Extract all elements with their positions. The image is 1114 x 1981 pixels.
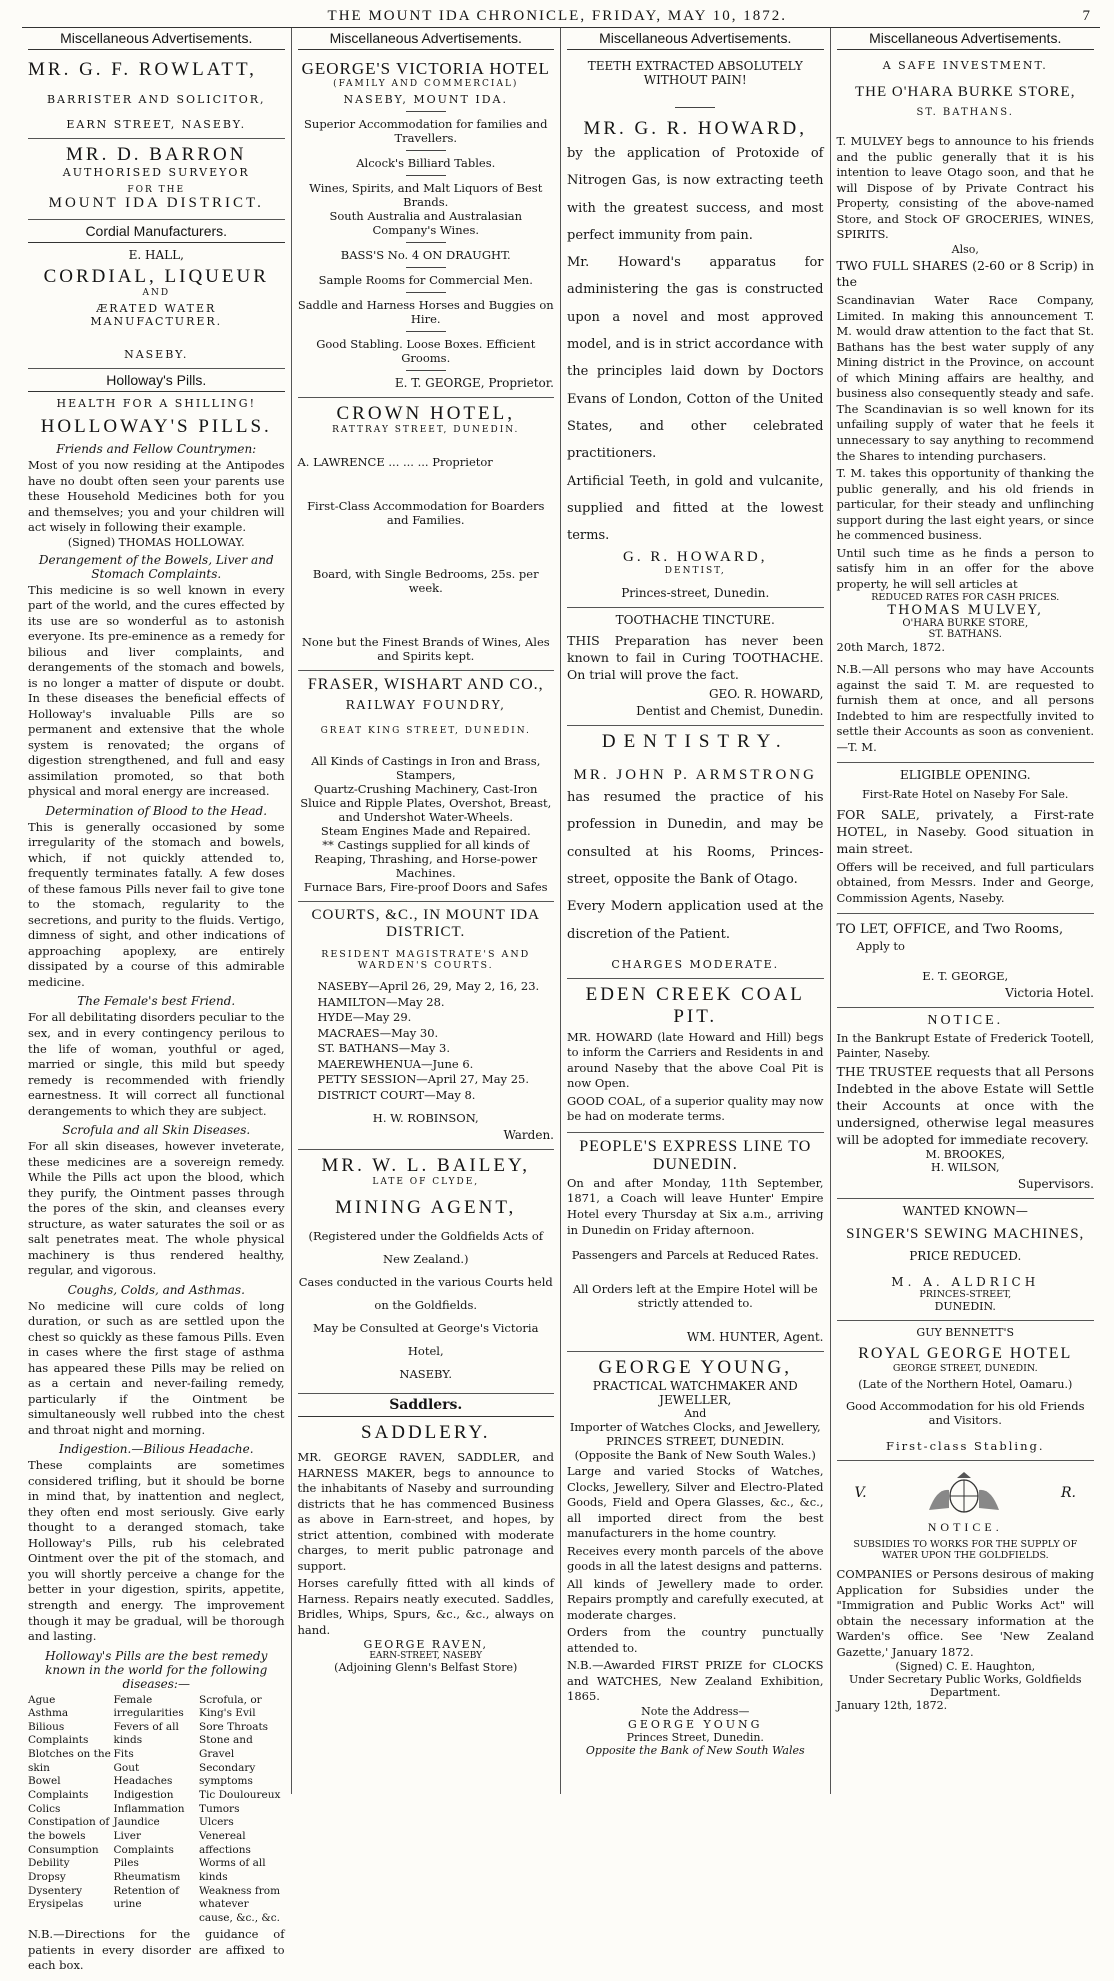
ad-subtitle: PRICE REDUCED. [909, 1249, 1022, 1264]
section-header: Cordial Manufacturers. [28, 220, 285, 243]
ad-bailey [298, 1150, 555, 1394]
ad-eligible [837, 763, 1095, 914]
ad-singer [837, 1199, 1095, 1321]
ad-line: Superior Accommodation for families and Travellers. [304, 117, 548, 145]
ad-george-hotel [298, 54, 555, 398]
ad-line: South Australia and Australasian Company's Wines. [329, 209, 523, 237]
ad-address: DUNEDIN. [934, 1300, 996, 1314]
ad-footer: CHARGES MODERATE. [611, 957, 780, 971]
ad-young [567, 1352, 824, 1764]
ad-signature: Supervisors. [1017, 1177, 1094, 1192]
ad-signature-title: Warden. [503, 1128, 554, 1143]
ad-line: BASS'S No. 4 ON DRAUGHT. [340, 248, 511, 262]
ad-header: WANTED KNOWN— [902, 1204, 1028, 1219]
ad-heading: Derangement of the Bowels, Liver and Stomach Complaints. [38, 552, 274, 581]
ad-signature: GEO. R. HOWARD, [708, 687, 824, 702]
ad-heading: MINING AGENT, [335, 1197, 517, 1219]
ad-title: FRASER, WISHART AND CO., [307, 676, 544, 693]
ad-name: E. HALL, [128, 248, 184, 262]
ad-list-intro: Holloway's Pills are the best remedy known in the world for the following diseases:— [45, 1648, 268, 1691]
ad-text: FOR SALE, privately, a First-rate HOTEL, in Naseby. Good situation in main street. [836, 807, 1094, 856]
ad-line: (Opposite the Bank of New South Wales.) [574, 1448, 816, 1463]
divider [406, 370, 446, 371]
ad-address: GREAT KING STREET, DUNEDIN. [320, 726, 531, 736]
ad-text: T. MULVEY begs to announce to his friends and the public generally that it is his intention to leave Otago soon, and that he will Dispose of by Private Contract his Property, consisting of the above-named Store, and Stock OF GROCERIES, WINES, SPIRITS. [836, 134, 1094, 242]
ad-title: ROYAL GEORGE HOTEL [858, 1345, 1073, 1363]
masthead [22, 6, 1100, 28]
ad-text: TO LET, OFFICE, and Two Rooms, [836, 922, 1064, 938]
ad-line: Wines, Spirits, and Malt Liquors of Best Brands. [309, 181, 543, 209]
ad-title: COURTS, &C., IN MOUNT IDA DISTRICT. [311, 907, 540, 940]
ad-signature: M. A. ALDRICH [891, 1275, 1040, 1290]
ad-heading: Determination of Blood to the Head. [45, 803, 268, 818]
ad-subtitle: RESIDENT MAGISTRATE'S AND WARDEN'S COURTS. [321, 949, 531, 971]
ad-subtitle: PRACTICAL WATCHMAKER AND JEWELLER, [592, 1379, 798, 1408]
ad-and: AND [142, 288, 171, 298]
ad-address: (Adjoining Glenn's Belfast Store) [334, 1661, 518, 1675]
ad-heading: Indigestion.—Bilious Headache. [58, 1442, 254, 1457]
ad-royal-george [837, 1321, 1095, 1461]
ad-teeth [567, 54, 824, 608]
ad-line: Saddle and Harness Horses and Buggies on Hire. [297, 298, 554, 326]
ad-signature: GEORGE YOUNG [628, 1717, 763, 1731]
ad-title: CORDIAL, LIQUEUR [43, 266, 269, 287]
disease-list-column: Female irregularities Fevers of all kinds Fits Gout Headaches Indigestion Inflammation Jaundice Liver Complaints Piles Rheumatism Retention of urine [113, 1693, 185, 1911]
ad-title: ELIGIBLE OPENING. [899, 768, 1031, 783]
ad-signature: THOMAS MULVEY, [887, 603, 1044, 619]
ad-signature: M. BROOKES, [925, 1148, 1006, 1162]
divider [406, 150, 446, 151]
ad-line: Board, with Single Bedrooms, 25s. per week. [312, 567, 539, 595]
column-header: Miscellaneous Advertisements. [567, 28, 824, 50]
ad-subtitle: (Late of the Northern Hotel, Oamaru.) [858, 1378, 1073, 1392]
ad-signature: Victoria Hotel. [1005, 985, 1094, 1000]
section-header: Saddlers. [298, 1394, 555, 1417]
ad-line: Passengers and Parcels at Reduced Rates. [571, 1248, 819, 1263]
ad-text: Horses carefully fitted with all kinds of Harness. Repairs neatly executed. Saddles, Bridles, Whips, Spurs, &c., &c., always on hand. [297, 1576, 554, 1637]
column-1 [22, 28, 292, 1973]
ad-role: Dentist and Chemist, Dunedin. [636, 704, 824, 719]
ad-line: Quartz-Crushing Machinery, Cast-Iron Sluice and Ripple Plates, Overshot, Breast, and Undershot Water-Wheels. [300, 782, 552, 824]
disease-list [28, 1694, 285, 1926]
ad-subtitle: ST. BATHANS. [916, 107, 1014, 118]
ad-safe-investment [837, 54, 1095, 763]
ad-line: All Orders left at the Empire Hotel will be strictly attended to. [572, 1282, 818, 1311]
ad-rowlatt [28, 54, 285, 139]
ad-signature: WM. HUNTER, Agent. [686, 1330, 824, 1345]
ad-subtitle: LATE OF CLYDE, [372, 1177, 480, 1188]
ad-tagline: HEALTH FOR A SHILLING! [56, 397, 257, 410]
ad-title: PEOPLE'S EXPRESS LINE TO DUNEDIN. [579, 1137, 812, 1173]
ad-for: FOR THE [127, 185, 186, 195]
ad-text: by the application of Protoxide of Nitrogen Gas, is now extracting teeth with the greatest success, and most perfect immunity from pain. [567, 146, 824, 243]
ad-text: This medicine is so well known in every part of the world, and the cures effected by its use are so wonderful as to astonish everyone. Its pre-eminence as a remedy for bilious and liver complaints, and derangements of the stomach and bowels, is no longer a matter of dispute or doubt. In these diseases the beneficial effects of Holloway's invaluable Pills are so permanent and extensive that the whole system is renovated; the organs of digestion strengthened, and full and easy assimilation promoted, so that both physical and moral energy are increased. [28, 582, 285, 799]
ad-saddlery [298, 1417, 555, 1681]
divider [406, 111, 446, 112]
ad-signature: Under Secretary Public Works, Goldfields Department. [848, 1673, 1082, 1700]
column-header: Miscellaneous Advertisements. [298, 28, 555, 50]
ad-line: None but the Finest Brands of Wines, Ales and Spirits kept. [301, 635, 550, 663]
ad-title: TOOTHACHE TINCTURE. [615, 613, 775, 628]
ad-text: All kinds of Jewellery made to order. Repairs promptly and carefully executed, at moderate charges. [567, 1576, 824, 1622]
ad-title: TEETH EXTRACTED ABSOLUTELY WITHOUT PAIN! [587, 59, 803, 87]
ad-date: 20th March, 1872. [836, 640, 946, 655]
column-header: Miscellaneous Advertisements. [28, 28, 285, 50]
section-header: Holloway's Pills. [28, 369, 285, 392]
ad-footer: N.B.—Directions for the guidance of patients in every disorder are affixed to each box. [28, 1927, 285, 1973]
column-4 [831, 28, 1101, 1794]
ad-line: Good Stabling. Loose Boxes. Efficient Grooms. [316, 337, 536, 365]
ad-subtitle: RAILWAY FOUNDRY, [345, 698, 506, 712]
ad-place: NASEBY, MOUNT IDA. [343, 93, 508, 106]
ad-title: MR. D. BARRON [66, 144, 247, 165]
ad-text: Orders from the country punctually attended to. [567, 1625, 824, 1655]
ad-text: These complaints are sometimes considered trifling, but it should be borne in mind that, by inattention and neglect, they often end most seriously. Give early thought to a deranged stomach, take Holloway's Pills, rub his celebrated Ointment over the pit of the stomach, and you will shortly perceive a change for the better in your digestion, spirits, appetite, strength and energy. The improvement though it may be gradual, will be thorough and lasting. [28, 1458, 285, 1644]
ad-text: Every Modern application used at the discretion of the Patient. [567, 899, 824, 942]
ad-holloway [28, 392, 285, 1981]
ad-heading: Coughs, Colds, and Asthmas. [67, 1282, 245, 1297]
ad-signature: ST. BATHANS. [928, 629, 1002, 641]
ad-line: Steam Engines Made and Repaired. [320, 824, 531, 838]
ad-signature: (Signed) THOMAS HOLLOWAY. [67, 535, 245, 549]
ad-place: NASEBY. [124, 348, 189, 361]
ad-line: Good Accommodation for his old Friends and Visitors. [845, 1399, 1085, 1428]
ad-line: May be Consulted at George's Victoria Hotel, [313, 1321, 539, 1359]
ad-eden [567, 979, 824, 1133]
ad-dentistry [567, 726, 824, 979]
ad-line: Apply to [856, 938, 905, 953]
page-number: 7 [1082, 8, 1090, 24]
ad-barron [28, 139, 285, 220]
ad-line: Importer of Watches Clocks, and Jewellery, PRINCES STREET, DUNEDIN. [569, 1420, 821, 1449]
ad-text: Offers will be received, and full particulars obtained, from Messrs. Inder and George, Commission Agents, Naseby. [836, 859, 1094, 905]
ad-courts [298, 902, 555, 1150]
ad-heading: Scrofula and all Skin Diseases. [62, 1123, 251, 1138]
ad-address: Princes Street, Dunedin. [626, 1730, 764, 1744]
ad-fraser [298, 671, 555, 902]
ad-hall [28, 243, 285, 369]
ad-heading: The Female's best Friend. [77, 994, 236, 1009]
court-dates: NASEBY—April 26, 29, May 2, 16, 23. HAMILTON—May 28. HYDE—May 29. MACRAES—May 30. ST. BATHANS—May 3. MAEREWHENUA—June 6. PETTY SESSION—April 27, May 25. DISTRICT COURT—May 8. [317, 979, 540, 1102]
ad-text: N.B.—Awarded FIRST PRIZE for CLOCKS and WATCHES, New Zealand Exhibition, 1865. [567, 1658, 824, 1704]
ad-text: THE TRUSTEE requests that all Persons Indebted in the above Estate will Settle their Accounts at once with the undersigned, otherwise legal measures will be adopted for immediate recovery. [836, 1064, 1094, 1147]
ad-role: DENTIST, [664, 566, 726, 577]
disease-list-column: Scrofula, or King's Evil Sore Throats Stone and Gravel Secondary symptoms Tic Douloureux Tumors Ulcers Venereal affections Worms of all kinds Weakness from whatever cause, &c., &c. [199, 1693, 281, 1924]
ad-title: GEORGE YOUNG, [598, 1357, 792, 1379]
ad-title: MR. W. L. BAILEY, [321, 1155, 530, 1177]
ad-signature: H. WILSON, [930, 1161, 1000, 1175]
divider [406, 292, 446, 293]
ad-line: Sample Rooms for Commercial Men. [318, 273, 533, 287]
ad-signature: O'HARA BURKE STORE, [902, 618, 1029, 630]
ad-title: DENTISTRY. [601, 731, 789, 753]
ad-proprietor: A. LAWRENCE ... ... ... Proprietor [297, 455, 493, 469]
ad-text: has resumed the practice of his profession in Dunedin, and may be consulted at his Rooms, Princes-street, opposite the Bank of Otago. [567, 790, 824, 887]
ad-heading: MR. JOHN P. ARMSTRONG [573, 767, 817, 784]
ad-title: NOTICE. [927, 1520, 1003, 1535]
ad-to-let [837, 914, 1095, 1008]
ad-greeting: Friends and Fellow Countrymen: [56, 442, 257, 456]
masthead-title: THE MOUNT IDA CHRONICLE, FRIDAY, MAY 10, 1872. [327, 8, 787, 24]
ad-express [567, 1133, 824, 1352]
divider [406, 242, 446, 243]
ad-subtitle: AUTHORISED SURVEYOR [62, 166, 250, 179]
divider [406, 175, 446, 176]
ad-tincture [567, 608, 824, 726]
ad-line: Furnace Bars, Fire-proof Doors and Safes [303, 880, 548, 894]
column-2 [292, 28, 562, 1794]
ad-text: Until such time as he finds a person to satisfy him in an offer for the above property, he will sell articles at [836, 545, 1094, 591]
ad-text: MR. HOWARD (late Howard and Hill) begs to inform the Carriers and Residents in and around Naseby that the above Coal Pit is now Open. [567, 1029, 824, 1091]
ad-text: Artificial Teeth, in gold and vulcanite, supplied and fitted at the lowest terms. [567, 473, 824, 544]
ad-text: For all skin diseases, however inveterate, these medicines are a sovereign remedy. While the Pills act upon the blood, which they purify, the Ointment passes through the pores of the skin, and cleanses every structure, as water saturates the soil or as salt penetrates meat. The whole physical machinery is thus rendered healthy, regular, and vigorous. [28, 1139, 285, 1278]
ad-signature: E. T. GEORGE, Proprietor. [394, 376, 554, 390]
ad-line: All Kinds of Castings in Iron and Brass, Stampers, [311, 754, 541, 782]
crest-row [837, 1466, 1095, 1520]
ad-signature: E. T. GEORGE, [922, 968, 1009, 983]
ad-line: First-class Stabling. [886, 1439, 1045, 1454]
ad-address: PRINCES-STREET, [919, 1289, 1012, 1301]
ad-text: Receives every month parcels of the above goods in all the latest designs and patterns. [567, 1543, 824, 1574]
ad-text: For all debilitating disorders peculiar to the sex, and in every contingency perilous to the life of woman, youthful or aged, married or single, this mild but speedy remedy is recommended with friendly earnestness. It will correct all functional derangements to which they are subject. [28, 1010, 285, 1118]
ad-text: T. M. takes this opportunity of thanking the public generally, and his old friends in particular, for their steady and unflinching support during the last eight years, or since he commenced business. [836, 466, 1094, 543]
disease-list-column: Ague Asthma Bilious Complaints Blotches on the skin Bowel Complaints Colics Constipation of the bowels Consumption Debility Dropsy Dysentery Erysipelas [28, 1693, 111, 1911]
ad-district: MOUNT IDA DISTRICT. [48, 195, 264, 211]
ad-line: ** Castings supplied for all kinds of Reaping, Thrashing, and Horse-power Machines. [314, 838, 538, 880]
ad-text: MR. GEORGE RAVEN, SADDLER, and HARNESS MAKER, begs to announce to the inhabitants of Naseby and surrounding districts that he has commenced Business as above in Earn-street, and hopes, by strict attention, combined with moderate charges, to merit public patronage and support. [297, 1450, 554, 1573]
ad-title: GEORGE'S VICTORIA HOTEL [301, 59, 550, 78]
ad-subtitle: BARRISTER AND SOLICITOR, [46, 93, 266, 106]
ad-line: REDUCED RATES FOR CASH PRICES. [871, 592, 1060, 604]
column-header: Miscellaneous Advertisements. [837, 28, 1095, 50]
ad-title: EDEN CREEK COAL PIT. [585, 983, 805, 1027]
ad-address: Princes-street, Dunedin. [621, 586, 770, 601]
ad-title: MR. G. F. ROWLATT, [28, 59, 257, 80]
ad-title: HOLLOWAY'S PILLS. [40, 416, 272, 437]
ad-text: Large and varied Stocks of Watches, Clocks, Jewellery, Silver and Electro-Plated Goods, Field and Opera Glasses, &c., &c., all imported direct from the best manufacturers in the home country. [567, 1464, 824, 1541]
ad-subtitle: (FAMILY AND COMMERCIAL) [333, 79, 519, 89]
ad-address: EARN-STREET, NASEBY [369, 1651, 483, 1662]
ad-text: Mr. Howard's apparatus for administering the gas is constructed upon a novel and most approved model, and is in strict accordance with the principles laid down by Doctors Evans of London, Cotton of the United States, and other celebrated practitioners. [567, 255, 824, 462]
ad-title: CROWN HOTEL, [336, 403, 515, 424]
ad-text: Most of you now residing at the Antipodes have no doubt often seen your parents use these Household Medicines both for you and themselves; you and your children will act wisely in following their example. [28, 458, 285, 535]
crest-initial: R. [1061, 1485, 1076, 1502]
ad-subtitle: SUBSIDIES TO WORKS FOR THE SUPPLY OF WATER UPON THE GOLDFIELDS. [853, 1539, 1078, 1562]
ad-notice [837, 1008, 1095, 1199]
ad-header: A SAFE INVESTMENT. [882, 59, 1048, 72]
ad-text: No medicine will cure colds of long duration, or such as are settled upon the chest so quickly as these famous Pills. Even in cases where the first stage of asthma has appeared these Pills may be relied on as a certain and never-failing remedy, particularly if the Ointment be simultaneously well rubbed into the chest and throat night and morning. [28, 1298, 285, 1437]
ad-header: GUY BENNETT'S [916, 1326, 1015, 1340]
ad-line: Also, [951, 242, 979, 256]
ad-subtitle: GEORGE STREET, DUNEDIN. [892, 1363, 1038, 1375]
ad-line: Alcock's Billiard Tables. [356, 156, 496, 170]
ad-subtitle: ÆRATED WATER MANUFACTURER. [90, 302, 223, 328]
ad-signature: (Signed) C. E. Haughton, [895, 1660, 1036, 1674]
ad-text: THIS Preparation has never been known to fail in Curing TOOTHACHE. On trial will prove the fact. [567, 633, 824, 683]
ad-title: SINGER'S SEWING MACHINES, [846, 1226, 1085, 1243]
ad-heading: MR. G. R. HOWARD, [583, 118, 808, 139]
crest-initial: V. [854, 1485, 867, 1502]
royal-crest-icon [919, 1470, 1009, 1516]
ad-text: COMPANIES or Persons desirous of making Application for Subsidies under the "Immigration and Public Works Act" will obtain the necessary information at the Warden's office. See 'New Zealand Gazette,' January 1872. [836, 1567, 1094, 1659]
ad-signature: GEORGE RAVEN, [363, 1638, 488, 1652]
ad-address: Opposite the Bank of New South Wales [585, 1743, 805, 1757]
divider [406, 267, 446, 268]
ad-text: Scandinavian Water Race Company, Limited. In making this announcement T. M. would draw attention to the fact that St. Bathans has the best water supply of any Mining district in the Province, on account of which Mining affairs are healthy, and business also consequently steady and safe. The Scandinavian is so well known for its unfailing supply of water that he feels it unnecessary to say anything to recommend the Shares to intending purchasers. [836, 293, 1094, 463]
ad-text: In the Bankrupt Estate of Frederick Tootell, Painter, Naseby. [836, 1030, 1094, 1061]
ad-subtitle: First-Rate Hotel on Naseby For Sale. [862, 788, 1069, 802]
ad-text: GOOD COAL, of a superior quality may now be had on moderate terms. [567, 1093, 824, 1124]
ad-address: RATTRAY STREET, DUNEDIN. [332, 425, 520, 435]
ad-text: On and after Monday, 11th September, 1871, a Coach will leave Hunter' Empire Hotel every Thursday at Six a.m., arriving in Dunedin on Friday afternoon. [567, 1175, 824, 1237]
ad-text: N.B.—All persons who may have Accounts against the said T. M. are requested to furnish them at once, and all persons Indebted to him are respectfully invited to settle their Accounts as soon as convenient.—T. M. [836, 662, 1094, 754]
ad-title: THE O'HARA BURKE STORE, [855, 84, 1076, 100]
ad-line: Cases conducted in the various Courts held on the Goldfields. [298, 1275, 553, 1313]
ad-line: NASEBY. [399, 1367, 453, 1382]
ad-signature: H. W. ROBINSON, [372, 1111, 479, 1126]
ad-date: January 12th, 1872. [836, 1699, 948, 1713]
ad-crown-hotel [298, 398, 555, 671]
ad-subtitle: And [684, 1407, 707, 1421]
ad-text: This is generally occasioned by some irregularity of the stomach and bowels, which, if not quickly attended to, frequently terminates fatally. A few doses of these famous Pills never fail to give tone to the stomach, regularity to the secretions, and purity to the fluids. Vertigo, dimness of sight, and other indications of approaching apoplexy, are entirely dissipated by a course of this admirable medicine. [28, 819, 285, 989]
divider [675, 107, 715, 108]
ad-line: First-Class Accommodation for Boarders and Families. [307, 499, 545, 527]
ad-title: SADDLERY. [360, 1422, 491, 1444]
ad-title: NOTICE. [927, 1012, 1004, 1028]
ad-gov-notice [837, 1461, 1095, 1719]
ad-text: TWO FULL SHARES (2-60 or 8 Scrip) in the [836, 257, 1094, 290]
ad-signature: Note the Address— [641, 1704, 750, 1718]
ad-signature: G. R. HOWARD, [623, 549, 768, 566]
ad-line: (Registered under the Goldfields Acts of New Zealand.) [308, 1229, 544, 1267]
column-3 [561, 28, 831, 1794]
divider [406, 331, 446, 332]
ad-address: EARN STREET, NASEBY. [66, 118, 247, 131]
